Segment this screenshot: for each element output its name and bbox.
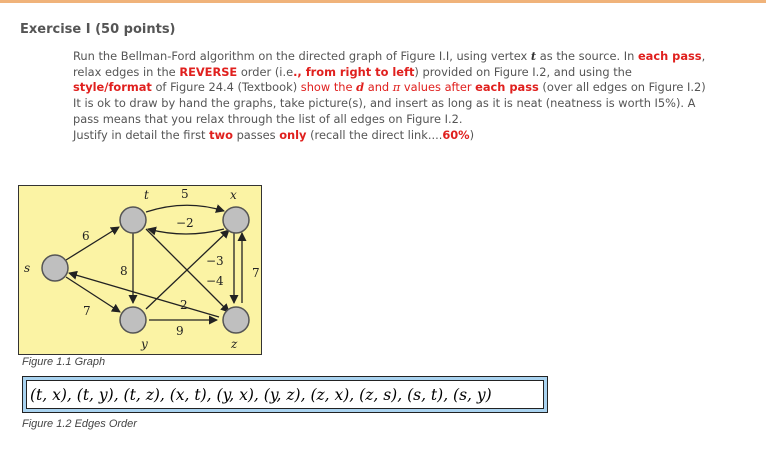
node-label-x: x <box>230 188 237 202</box>
weight-s-t: 6 <box>82 229 90 243</box>
node-label-y: y <box>141 337 148 351</box>
weight-t-x: 5 <box>181 187 189 201</box>
figure-1-caption: Figure 1.1 Graph <box>22 356 106 368</box>
node-label-s: s <box>24 261 31 275</box>
weight-x-t: −2 <box>176 216 194 230</box>
node-z <box>223 307 249 333</box>
node-label-z: z <box>231 337 238 351</box>
top-divider <box>0 0 766 3</box>
edges-order-text: (t, x), (t, y), (t, z), (x, t), (y, x), (y, z), (z, x), (z, s), (s, t), (s, y) <box>26 380 544 409</box>
edges-order-box <box>22 376 548 413</box>
weight-s-y: 7 <box>83 304 91 318</box>
node-x <box>223 207 249 233</box>
weight-z-x: 7 <box>252 266 260 280</box>
figure-2-caption: Figure 1.2 Edges Order <box>22 418 137 430</box>
weight-y-z: 9 <box>176 324 184 338</box>
weight-t-y: 8 <box>120 264 128 278</box>
weight-x-z: −3 <box>206 254 224 268</box>
node-label-t: t <box>144 188 149 202</box>
exercise-title: Exercise I (50 points) <box>20 22 176 37</box>
edge-s-y <box>66 277 120 312</box>
weight-y-x: −4 <box>206 274 224 288</box>
directed-graph <box>18 185 262 355</box>
edge-t-x <box>146 205 224 212</box>
node-y <box>120 307 146 333</box>
node-s <box>42 255 68 281</box>
node-t <box>120 207 146 233</box>
edge-s-t <box>66 227 119 260</box>
exercise-prompt: Run the Bellman-Ford algorithm on the directed graph of Figure I.I, using vertex t as the source. In each pass, relax edges in the REVERSE order (i.e., from right to left) provided on Figure I.2, and using the style/format of Figure 24.4 (Textbook) show the d and π values after each pass (over all edges on Figure I.2) It is ok to draw by hand the graphs, take picture(s), and insert as long as it is neat (neatness is worth I5%). A pass means that you relax through the list of all edges on Figure I.2. Justify in detail the first two passes only (recall the direct link....60%) <box>73 49 706 142</box>
weight-z-s: 2 <box>180 298 188 312</box>
